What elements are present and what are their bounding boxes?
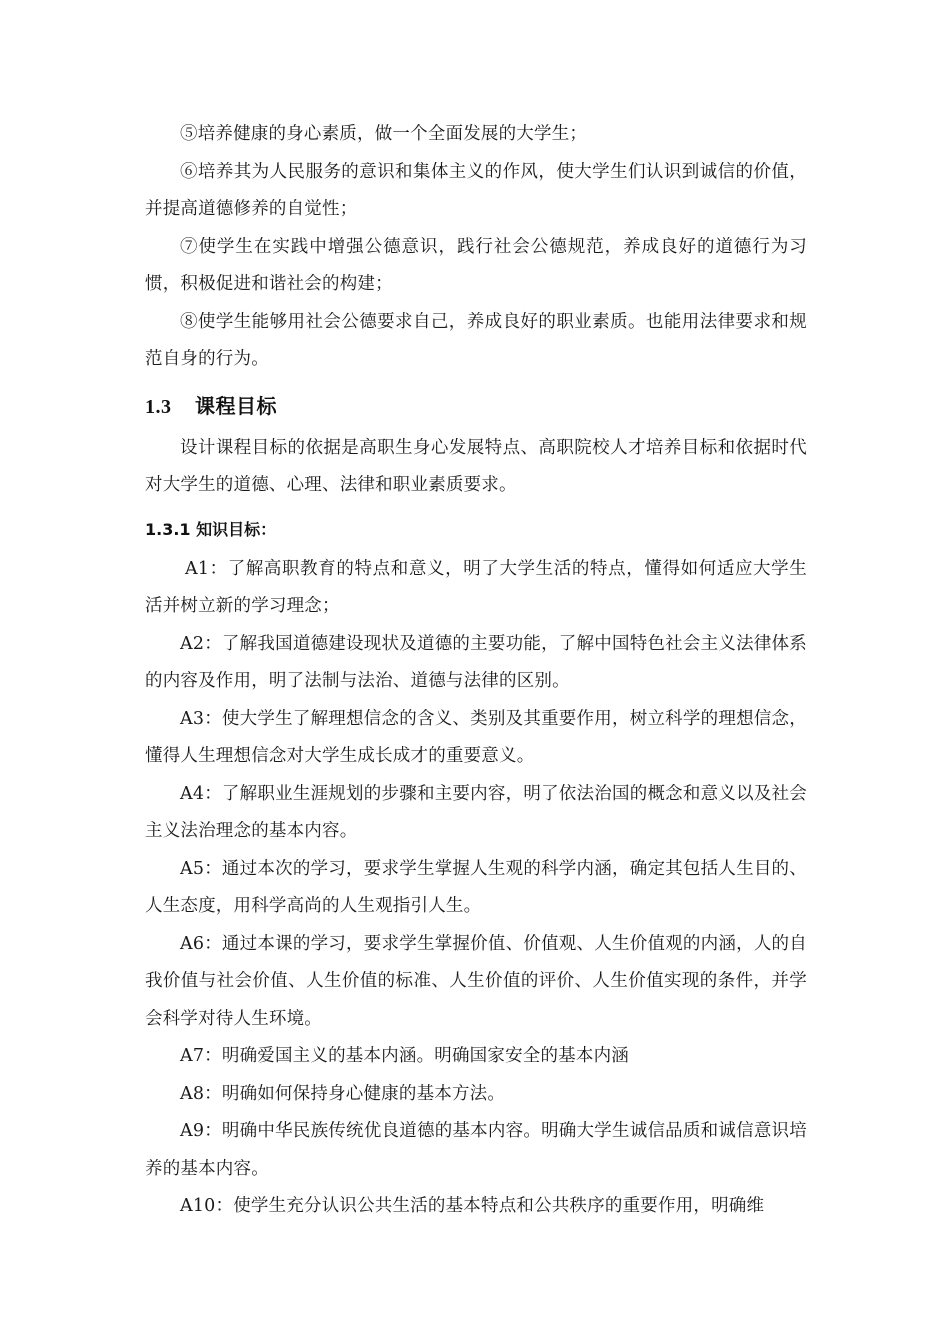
knowledge-goal-a6: A6：通过本课的学习，要求学生掌握价值、价值观、人生价值观的内涵，人的自我价值与社会价值、人生价值的标准、人生价值的评价、人生价值实现的条件，并学会科学对待人生环境。 <box>145 933 807 1029</box>
knowledge-goal-a8: A8：明确如何保持身心健康的基本方法。 <box>180 1083 506 1104</box>
knowledge-goal-a9: A9：明确中华民族传统优良道德的基本内容。明确大学生诚信品质和诚信意识培养的基本内容。 <box>145 1121 807 1179</box>
knowledge-goal-a2: A2：了解我国道德建设现状及道德的主要功能，了解中国特色社会主义法律体系的内容及作用，明了法制与法治、道德与法律的区别。 <box>145 633 807 691</box>
section-number: 1.3 <box>145 395 172 418</box>
section-paragraph: 设计课程目标的依据是高职生身心发展特点、高职院校人才培养目标和依据时代对大学生的道德、心理、法律和职业素质要求。 <box>145 437 807 495</box>
section-title: 课程目标 <box>195 393 277 418</box>
intro-item-5: ⑤培养健康的身心素质，做一个全面发展的大学生； <box>180 124 588 144</box>
subsection-heading-1-3-1: 1.3.1 知识目标： <box>145 519 277 539</box>
intro-item-8: ⑧使学生能够用社会公德要求自己，养成良好的职业素质。也能用法律要求和规范自身的行为。 <box>145 311 807 369</box>
section-heading-1-3 <box>145 389 807 424</box>
page-content <box>145 116 807 1226</box>
knowledge-goal-a10: A10：使学生充分认识公共生活的基本特点和公共秩序的重要作用，明确维 <box>180 1196 765 1216</box>
knowledge-goal-a7: A7：明确爱国主义的基本内涵。明确国家安全的基本内涵 <box>180 1046 629 1066</box>
knowledge-goal-a1: A1：了解高职教育的特点和意义，明了大学生活的特点，懂得如何适应大学生活并树立新的学习理念； <box>145 558 807 616</box>
intro-item-7: ⑦使学生在实践中增强公德意识，践行社会公德规范，养成良好的道德行为习惯，积极促进和谐社会的构建； <box>145 236 807 294</box>
knowledge-goal-a5: A5：通过本次的学习，要求学生掌握人生观的科学内涵，确定其包括人生目的、人生态度，用科学高尚的人生观指引人生。 <box>145 858 807 916</box>
knowledge-goal-a3: A3：使大学生了解理想信念的含义、类别及其重要作用，树立科学的理想信念，懂得人生理想信念对大学生成长成才的重要意义。 <box>145 708 807 766</box>
knowledge-goal-a4: A4：了解职业生涯规划的步骤和主要内容，明了依法治国的概念和意义以及社会主义法治理念的基本内容。 <box>145 783 807 841</box>
intro-item-6: ⑥培养其为人民服务的意识和集体主义的作风，使大学生们认识到诚信的价值，并提高道德修养的自觉性； <box>145 161 807 219</box>
